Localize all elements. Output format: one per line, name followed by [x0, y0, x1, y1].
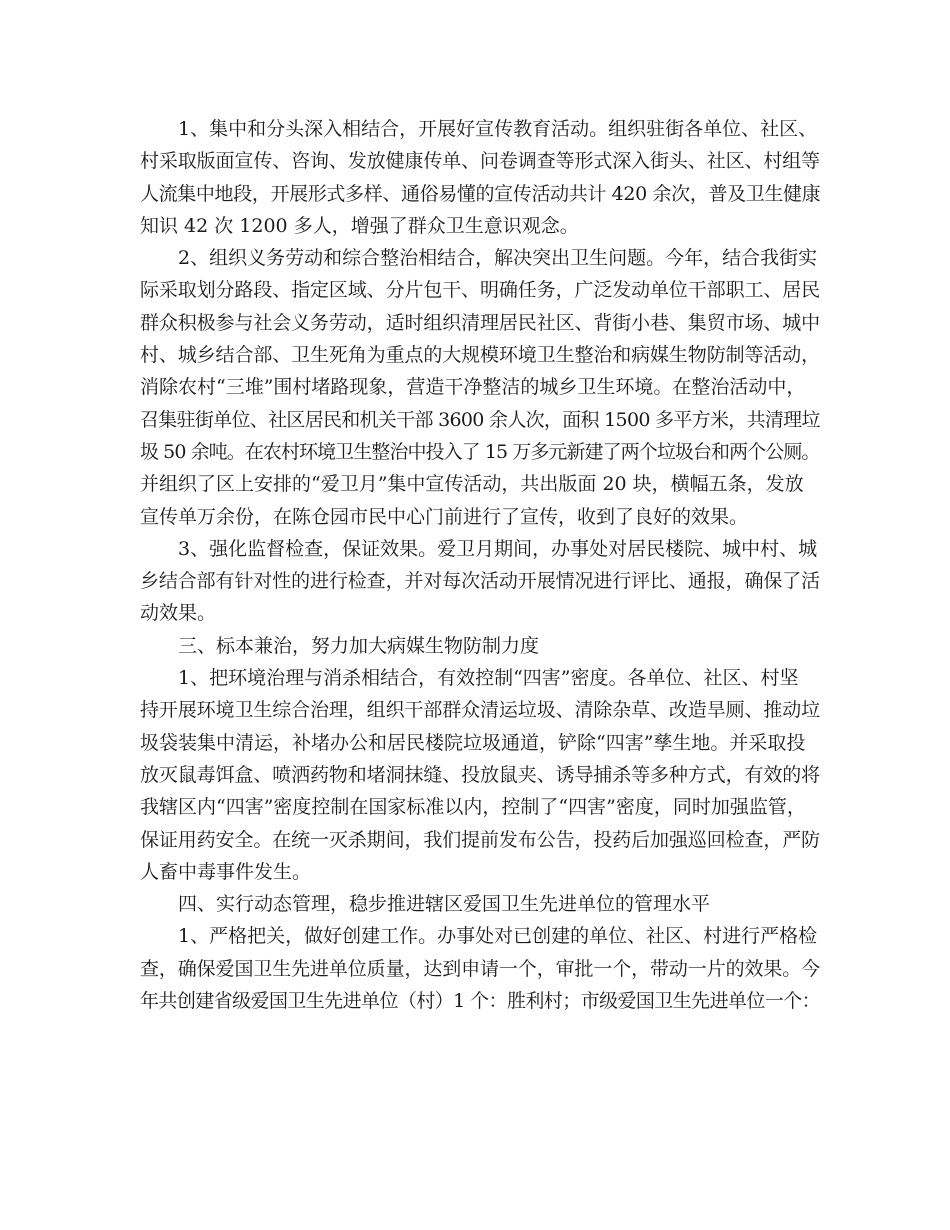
text-line: 召集驻街单位、社区居民和机关干部 3600 余人次，面积 1500 多平方米，共清理垃 [140, 408, 820, 431]
text-line: 放灭鼠毒饵盒、喷洒药物和堵洞抹缝、投放鼠夹、诱导捕杀等多种方式，有效的将 [140, 763, 821, 786]
text-line: 1、把环境治理与消杀相结合，有效控制“四害”密度。各单位、社区、村坚 [178, 667, 799, 690]
text-line: 2、组织义务劳动和综合整治相结合，解决突出卫生问题。今年，结合我街实 [178, 247, 818, 270]
text-line: 年共创建省级爱国卫生先进单位（村）1 个：胜利村；市级爱国卫生先进单位一个： [140, 990, 821, 1013]
text-line: 知识 42 次 1200 多人，增强了群众卫生意识观念。 [140, 214, 579, 237]
text-line: 动效果。 [140, 602, 217, 625]
text-line: 村、城乡结合部、卫生死角为重点的大规模环境卫生整治和病媒生物防制等活动， [140, 344, 821, 367]
text-line: 1、严格把关，做好创建工作。办事处对已创建的单位、社区、村进行严格检 [178, 925, 818, 948]
text-line: 际采取划分路段、指定区域、分片包干、明确任务，广泛发动单位干部职工、居民 [140, 279, 821, 302]
text-line: 村采取版面宣传、咨询、发放健康传单、问卷调查等形式深入街头、社区、村组等 [140, 150, 821, 173]
text-line: 宣传单万余份，在陈仓园市民中心门前进行了宣传，收到了良好的效果。 [140, 505, 749, 528]
text-line: 并组织了区上安排的“爱卫月”集中宣传活动，共出版面 20 块，横幅五条，发放 [140, 473, 804, 496]
text-line: 圾袋装集中清运，补堵办公和居民楼院垃圾通道，铲除“四害”孳生地。并采取投 [140, 731, 806, 754]
text-line: 群众积极参与社会义务劳动，适时组织清理居民社区、背街小巷、集贸市场、城中 [140, 311, 821, 334]
text-line: 人畜中毒事件发生。 [140, 860, 312, 883]
text-line: 3、强化监督检查，保证效果。爱卫月期间，办事处对居民楼院、城中村、城 [178, 537, 818, 560]
text-line: 1、集中和分头深入相结合，开展好宣传教育活动。组织驻街各单位、社区、 [178, 118, 818, 140]
text-line: 消除农村“三堆”围村堵路现象，营造干净整洁的城乡卫生环境。在整治活动中， [140, 376, 806, 399]
text-line: 保证用药安全。在统一灭杀期间，我们提前发布公告，投药后加强巡回检查，严防 [140, 828, 821, 851]
text-line: 查，确保爱国卫生先进单位质量，达到申请一个，审批一个，带动一片的效果。今 [140, 957, 821, 980]
text-line: 人流集中地段，开展形式多样、通俗易懂的宣传活动共计 420 余次，普及卫生健康 [140, 182, 821, 205]
text-line: 我辖区内“四害”密度控制在国家标准以内，控制了“四害”密度，同时加强监管， [140, 796, 806, 819]
section-heading: 三、标本兼治，努力加大病媒生物防制力度 [178, 634, 540, 657]
text-line: 圾 50 余吨。在农村环境卫生整治中投入了 15 万多元新建了两个垃圾台和两个公厕。 [140, 440, 820, 463]
text-line: 持开展环境卫生综合治理，组织干部群众清运垃圾、清除杂草、改造旱厕、推动垃 [140, 699, 821, 722]
text-line: 乡结合部有针对性的进行检查，并对每次活动开展情况进行评比、通报，确保了活 [140, 570, 821, 593]
document-body [140, 113, 820, 1017]
section-heading: 四、实行动态管理，稳步推进辖区爱国卫生先进单位的管理水平 [178, 893, 711, 916]
